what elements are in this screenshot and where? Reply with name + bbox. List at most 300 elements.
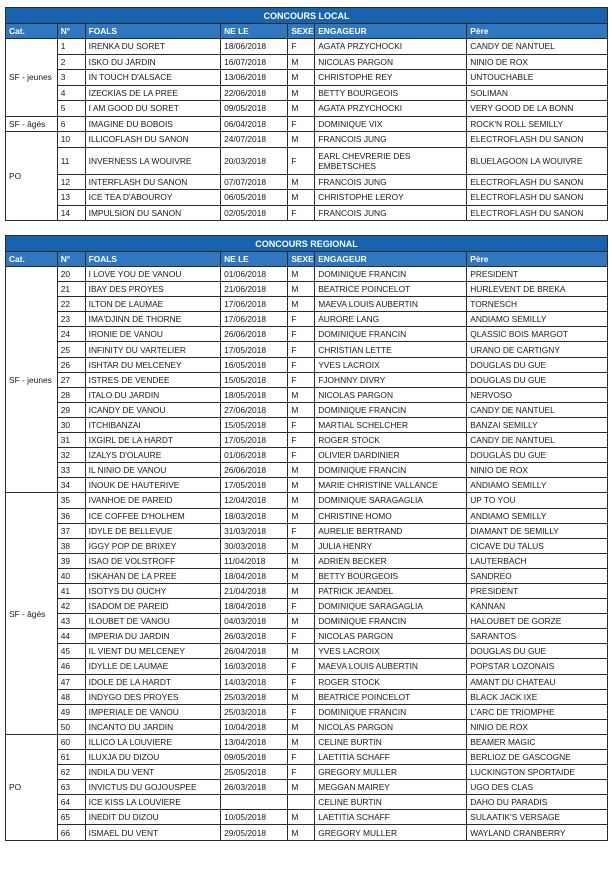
cell-foal: IVANHOE DE PAREID	[85, 493, 220, 508]
cell-num: 4	[57, 85, 85, 101]
table-row	[6, 523, 608, 538]
cell-foal: INDILA DU VENT	[85, 765, 220, 780]
cell-sexe: F	[288, 674, 315, 689]
cell-pere: NINIO DE ROX	[467, 463, 608, 478]
table-row	[6, 417, 608, 432]
cell-sexe: F	[288, 629, 315, 644]
cell-num: 34	[57, 478, 85, 493]
cell-ne-le: 09/05/2018	[221, 750, 288, 765]
table-row	[6, 825, 608, 840]
cell-foal: IL NINIO DE VANOU	[85, 463, 220, 478]
cell-ne-le: 17/05/2018	[221, 342, 288, 357]
cell-sexe: M	[288, 387, 315, 402]
cell-num: 60	[57, 734, 85, 749]
cell-sexe: F	[288, 357, 315, 372]
cell-ne-le: 18/03/2018	[221, 508, 288, 523]
cell-ne-le: 17/06/2018	[221, 312, 288, 327]
table-row	[6, 342, 608, 357]
table-row	[6, 674, 608, 689]
cell-ne-le: 24/07/2018	[221, 132, 288, 148]
cell-sexe: M	[288, 825, 315, 840]
table-row	[6, 132, 608, 148]
cell-num: 49	[57, 704, 85, 719]
table-row	[6, 508, 608, 523]
table-row	[6, 387, 608, 402]
table-row	[6, 101, 608, 117]
col-header-sexe: SEXE	[288, 252, 315, 267]
cell-pere: DIAMANT DE SEMILLY	[467, 523, 608, 538]
cell-pere: ELECTROFLASH DU SANON	[467, 132, 608, 148]
cell-num: 22	[57, 297, 85, 312]
cell-pere: BLUELAGOON LA WOUIVRE	[467, 147, 608, 174]
cell-engageur: BETTY BOURGEOIS	[315, 568, 467, 583]
cell-foal: ILOUBET DE VANOU	[85, 614, 220, 629]
table-row	[6, 312, 608, 327]
cell-sexe: M	[288, 101, 315, 117]
table-row	[6, 402, 608, 417]
cell-ne-le: 25/05/2018	[221, 765, 288, 780]
cell-pere: DAHO DU PARADIS	[467, 795, 608, 810]
cell-sexe: F	[288, 448, 315, 463]
table-row	[6, 297, 608, 312]
col-header-foals: FOALS	[85, 252, 220, 267]
cell-foal: IRENKA DU SORET	[85, 39, 220, 55]
cell-engageur: YVES LACROIX	[315, 357, 467, 372]
cell-num: 2	[57, 54, 85, 70]
cell-sexe: M	[288, 508, 315, 523]
cell-engageur: AURELIE BERTRAND	[315, 523, 467, 538]
cell-sexe: M	[288, 538, 315, 553]
cell-foal: INDYGO DES PROYES	[85, 689, 220, 704]
cell-pere: LAUTERBACH	[467, 553, 608, 568]
cell-sexe: M	[288, 85, 315, 101]
cell-sexe: F	[288, 372, 315, 387]
cell-pere: ANDIAMO SEMILLY	[467, 508, 608, 523]
cell-engageur: FRANCOIS JUNG	[315, 174, 467, 190]
cell-ne-le: 26/03/2018	[221, 780, 288, 795]
cell-engageur: DOMINIQUE FRANCIN	[315, 267, 467, 282]
cell-num: 32	[57, 448, 85, 463]
cell-ne-le: 02/05/2018	[221, 205, 288, 221]
cell-sexe: F	[288, 765, 315, 780]
table-row	[6, 205, 608, 221]
cell-pere: QLASSIC BOIS MARGOT	[467, 327, 608, 342]
cell-sexe: F	[288, 205, 315, 221]
cell-foal: ISOTYS DU OUCHY	[85, 583, 220, 598]
cell-num: 43	[57, 614, 85, 629]
cell-num: 14	[57, 205, 85, 221]
cell-engageur: PATRICK JEANDEL	[315, 583, 467, 598]
cell-sexe: M	[288, 780, 315, 795]
cell-engageur: ROGER STOCK	[315, 433, 467, 448]
cell-ne-le: 25/03/2018	[221, 704, 288, 719]
cell-pere: URANO DE CARTIGNY	[467, 342, 608, 357]
cell-engageur: BEATRICE POINCELOT	[315, 282, 467, 297]
table-row	[6, 659, 608, 674]
cell-num: 30	[57, 417, 85, 432]
table-row	[6, 689, 608, 704]
cell-engageur: EARL CHEVRERIE DES EMBETSCHES	[315, 147, 467, 174]
category-cell: SF - âgés	[6, 116, 58, 132]
cell-engageur: ADRIEN BECKER	[315, 553, 467, 568]
cell-engageur: OLIVIER DARDINIER	[315, 448, 467, 463]
cell-engageur: NICOLAS PARGON	[315, 719, 467, 734]
cell-foal: ILLICOFLASH DU SANON	[85, 132, 220, 148]
cell-pere: DOUGLAS DU GUE	[467, 357, 608, 372]
cell-ne-le: 21/06/2018	[221, 282, 288, 297]
cell-sexe: M	[288, 463, 315, 478]
cell-pere: ROCK'N ROLL SEMILLY	[467, 116, 608, 132]
category-cell: SF - jeunes	[6, 39, 58, 117]
table-row	[6, 478, 608, 493]
table-row	[6, 629, 608, 644]
table-row	[6, 765, 608, 780]
cell-foal: INCANTO DU JARDIN	[85, 719, 220, 734]
cell-engageur: CELINE BURTIN	[315, 795, 467, 810]
col-header-cat: Cat.	[6, 24, 58, 39]
table-row	[6, 644, 608, 659]
cell-pere: CANDY DE NANTUEL	[467, 39, 608, 55]
cell-num: 23	[57, 312, 85, 327]
cell-pere: BEAMER MAGIC	[467, 734, 608, 749]
concours-regional-section	[5, 235, 608, 841]
cell-sexe: F	[288, 116, 315, 132]
table-row	[6, 190, 608, 206]
cell-num: 6	[57, 116, 85, 132]
table-row	[6, 39, 608, 55]
cell-foal: IMPULSION DU SANON	[85, 205, 220, 221]
cell-engageur: NICOLAS PARGON	[315, 387, 467, 402]
cell-ne-le: 13/06/2018	[221, 70, 288, 86]
cell-num: 25	[57, 342, 85, 357]
table-row	[6, 568, 608, 583]
cell-foal: INTERFLASH DU SANON	[85, 174, 220, 190]
cell-sexe: M	[288, 493, 315, 508]
cell-num: 1	[57, 39, 85, 55]
cell-engageur: BETTY BOURGEOIS	[315, 85, 467, 101]
cell-num: 41	[57, 583, 85, 598]
cell-num: 26	[57, 357, 85, 372]
cell-sexe: M	[288, 70, 315, 86]
cell-sexe: F	[288, 147, 315, 174]
cell-num: 33	[57, 463, 85, 478]
cell-ne-le: 31/03/2018	[221, 523, 288, 538]
cell-engageur: YVES LACROIX	[315, 644, 467, 659]
cell-pere: BLACK JACK IXE	[467, 689, 608, 704]
table-row	[6, 780, 608, 795]
cell-pere: BERLIOZ DE GASCOGNE	[467, 750, 608, 765]
cell-ne-le: 17/05/2018	[221, 433, 288, 448]
cell-engageur: FRANCOIS JUNG	[315, 132, 467, 148]
cell-pere: L'ARC DE TRIOMPHE	[467, 704, 608, 719]
cell-ne-le: 18/06/2018	[221, 39, 288, 55]
cell-sexe: M	[288, 478, 315, 493]
cell-sexe: M	[288, 282, 315, 297]
cell-num: 62	[57, 765, 85, 780]
cell-foal: IDOLE DE LA HARDT	[85, 674, 220, 689]
table-row	[6, 147, 608, 174]
category-cell: SF - jeunes	[6, 267, 58, 493]
cell-ne-le: 01/06/2018	[221, 267, 288, 282]
cell-sexe: M	[288, 689, 315, 704]
cell-ne-le: 15/05/2018	[221, 417, 288, 432]
cell-sexe: M	[288, 810, 315, 825]
cell-engageur: LAETITIA SCHAFF	[315, 810, 467, 825]
cell-ne-le: 26/03/2018	[221, 629, 288, 644]
cell-sexe: F	[288, 523, 315, 538]
cell-ne-le: 01/06/2018	[221, 448, 288, 463]
cell-ne-le: 10/04/2018	[221, 719, 288, 734]
cell-sexe: F	[288, 659, 315, 674]
cell-sexe: M	[288, 267, 315, 282]
cell-sexe: M	[288, 583, 315, 598]
col-header-engageur: ENGAGEUR	[315, 252, 467, 267]
cell-num: 46	[57, 659, 85, 674]
cell-ne-le: 15/05/2018	[221, 372, 288, 387]
cell-ne-le: 18/04/2018	[221, 599, 288, 614]
cell-engageur: MEGGAN MAIREY	[315, 780, 467, 795]
cell-ne-le: 18/04/2018	[221, 568, 288, 583]
cell-foal: ISMAEL DU VENT	[85, 825, 220, 840]
cell-num: 37	[57, 523, 85, 538]
cell-ne-le: 17/05/2018	[221, 478, 288, 493]
category-cell: PO	[6, 132, 58, 221]
category-cell: SF - âgés	[6, 493, 58, 735]
table-row	[6, 174, 608, 190]
col-header-num: N°	[57, 252, 85, 267]
cell-pere: SULAATIK'S VERSAGE	[467, 810, 608, 825]
cell-foal: IN TOUCH D'ALSACE	[85, 70, 220, 86]
cell-engageur: DOMINIQUE FRANCIN	[315, 402, 467, 417]
cell-pere: PRESIDENT	[467, 267, 608, 282]
cell-engageur: AURORE LANG	[315, 312, 467, 327]
cell-num: 11	[57, 147, 85, 174]
cell-ne-le: 12/04/2018	[221, 493, 288, 508]
cell-ne-le: 06/05/2018	[221, 190, 288, 206]
col-header-pere: Père	[467, 252, 608, 267]
cell-foal: IRONIE DE VANOU	[85, 327, 220, 342]
cell-engageur: DOMINIQUE FRANCIN	[315, 614, 467, 629]
cell-pere: DOUGLAS DU GUE	[467, 448, 608, 463]
cell-num: 40	[57, 568, 85, 583]
cell-ne-le: 25/03/2018	[221, 689, 288, 704]
cell-sexe: M	[288, 719, 315, 734]
cell-pere: LUCKINGTON SPORTAIDE	[467, 765, 608, 780]
cell-pere: BANZAI SEMILLY	[467, 417, 608, 432]
cell-foal: ICANDY DE VANOU	[85, 402, 220, 417]
cell-foal: INOUK DE HAUTERIVE	[85, 478, 220, 493]
cell-foal: ILTON DE LAUMAE	[85, 297, 220, 312]
cell-engageur: DOMINIQUE VIX	[315, 116, 467, 132]
cell-pere: CANDY DE NANTUEL	[467, 433, 608, 448]
col-header-pere: Père	[467, 24, 608, 39]
cell-pere: TORNESCH	[467, 297, 608, 312]
cell-num: 13	[57, 190, 85, 206]
cell-foal: IZALYS D'OLAURE	[85, 448, 220, 463]
col-header-ne-le: NE LE	[221, 252, 288, 267]
cell-sexe: M	[288, 132, 315, 148]
cell-engageur: DOMINIQUE SARAGAGLIA	[315, 493, 467, 508]
cell-num: 42	[57, 599, 85, 614]
cell-foal: I AM GOOD DU SORET	[85, 101, 220, 117]
cell-sexe: M	[288, 644, 315, 659]
cell-foal: IDYLLE DE LAUMAE	[85, 659, 220, 674]
concours-local-section	[5, 7, 608, 221]
cell-engageur: MARIE CHRISTINE VALLANCE	[315, 478, 467, 493]
cell-num: 36	[57, 508, 85, 523]
cell-foal: ITALO DU JARDIN	[85, 387, 220, 402]
cell-sexe: M	[288, 553, 315, 568]
section-title: CONCOURS REGIONAL	[6, 236, 608, 252]
table-row	[6, 734, 608, 749]
cell-ne-le: 16/05/2018	[221, 357, 288, 372]
cell-ne-le: 10/05/2018	[221, 810, 288, 825]
cell-pere: SOLIMAN	[467, 85, 608, 101]
cell-num: 38	[57, 538, 85, 553]
table-row	[6, 553, 608, 568]
cell-ne-le: 13/04/2018	[221, 734, 288, 749]
cell-engageur: GREGORY MULLER	[315, 825, 467, 840]
cell-engageur: MAEVA LOUIS AUBERTIN	[315, 659, 467, 674]
cell-pere: ANDIAMO SEMILLY	[467, 478, 608, 493]
cell-engageur: CELINE BURTIN	[315, 734, 467, 749]
cell-ne-le: 29/05/2018	[221, 825, 288, 840]
cell-engageur: MARTIAL SCHELCHER	[315, 417, 467, 432]
cell-foal: INEDIT DU DIZOU	[85, 810, 220, 825]
cell-sexe: M	[288, 190, 315, 206]
table-row	[6, 357, 608, 372]
col-header-cat: Cat.	[6, 252, 58, 267]
cell-foal: IMA'DJINN DE THORNE	[85, 312, 220, 327]
cell-pere: ELECTROFLASH DU SANON	[467, 190, 608, 206]
cell-foal: IXGIRL DE LA HARDT	[85, 433, 220, 448]
cell-foal: INFINITY DU VARTELIER	[85, 342, 220, 357]
cell-pere: ELECTROFLASH DU SANON	[467, 205, 608, 221]
cell-pere: NINIO DE ROX	[467, 54, 608, 70]
cell-sexe: M	[288, 297, 315, 312]
cell-engageur: CHRISTOPHE LEROY	[315, 190, 467, 206]
cell-sexe: F	[288, 599, 315, 614]
cell-foal: ICE KISS LA LOUVIERE	[85, 795, 220, 810]
cell-num: 64	[57, 795, 85, 810]
cell-engageur: FRANCOIS JUNG	[315, 205, 467, 221]
cell-foal: IMAGINE DU BOBOIS	[85, 116, 220, 132]
table-row	[6, 795, 608, 810]
cell-ne-le: 20/03/2018	[221, 147, 288, 174]
cell-ne-le: 07/07/2018	[221, 174, 288, 190]
cell-ne-le: 09/05/2018	[221, 101, 288, 117]
cell-ne-le: 06/04/2018	[221, 116, 288, 132]
cell-engageur: DOMINIQUE FRANCIN	[315, 463, 467, 478]
cell-ne-le: 17/06/2018	[221, 297, 288, 312]
cell-sexe: F	[288, 433, 315, 448]
cell-ne-le: 11/04/2018	[221, 553, 288, 568]
table-row	[6, 54, 608, 70]
table-row	[6, 433, 608, 448]
table-row	[6, 599, 608, 614]
cell-pere: KANNAN	[467, 599, 608, 614]
table-row	[6, 493, 608, 508]
cell-num: 65	[57, 810, 85, 825]
cell-sexe: F	[288, 750, 315, 765]
cell-pere: DOUGLAS DU GUE	[467, 372, 608, 387]
cell-pere: AMANT DU CHATEAU	[467, 674, 608, 689]
table-row	[6, 282, 608, 297]
cell-engageur: CHRISTOPHE REY	[315, 70, 467, 86]
cell-num: 44	[57, 629, 85, 644]
cell-num: 61	[57, 750, 85, 765]
cell-foal: ILUXJA DU DIZOU	[85, 750, 220, 765]
cell-num: 29	[57, 402, 85, 417]
cell-num: 24	[57, 327, 85, 342]
cell-ne-le: 27/06/2018	[221, 402, 288, 417]
cell-num: 28	[57, 387, 85, 402]
table-row	[6, 704, 608, 719]
cell-engageur: MAEVA LOUIS AUBERTIN	[315, 297, 467, 312]
cell-num: 21	[57, 282, 85, 297]
concours-local-table	[5, 7, 608, 221]
cell-foal: ISTRES DE VENDEE	[85, 372, 220, 387]
cell-num: 66	[57, 825, 85, 840]
cell-engageur: BEATRICE POINCELOT	[315, 689, 467, 704]
cell-num: 50	[57, 719, 85, 734]
table-row	[6, 614, 608, 629]
cell-sexe: M	[288, 614, 315, 629]
cell-foal: IZECKIAS DE LA PREE	[85, 85, 220, 101]
cell-engageur: DOMINIQUE SARAGAGLIA	[315, 599, 467, 614]
cell-num: 20	[57, 267, 85, 282]
cell-num: 12	[57, 174, 85, 190]
cell-pere: WAYLAND CRANBERRY	[467, 825, 608, 840]
cell-num: 31	[57, 433, 85, 448]
cell-sexe: M	[288, 568, 315, 583]
cell-engageur: AGATA PRZYCHOCKI	[315, 101, 467, 117]
col-header-ne-le: NE LE	[221, 24, 288, 39]
cell-foal: ICE COFFEE D'HOLHEM	[85, 508, 220, 523]
cell-pere: SARANTOS	[467, 629, 608, 644]
cell-sexe: F	[288, 704, 315, 719]
cell-ne-le: 26/04/2018	[221, 644, 288, 659]
col-header-num: N°	[57, 24, 85, 39]
cell-ne-le: 18/05/2018	[221, 387, 288, 402]
cell-sexe: F	[288, 417, 315, 432]
cell-foal: IMPERIALE DE VANOU	[85, 704, 220, 719]
cell-ne-le: 30/03/2018	[221, 538, 288, 553]
col-header-engageur: ENGAGEUR	[315, 24, 467, 39]
cell-sexe	[288, 795, 315, 810]
cell-num: 48	[57, 689, 85, 704]
table-row	[6, 810, 608, 825]
cell-ne-le: 26/06/2018	[221, 463, 288, 478]
cell-num: 27	[57, 372, 85, 387]
cell-num: 63	[57, 780, 85, 795]
cell-pere: ANDIAMO SEMILLY	[467, 312, 608, 327]
cell-ne-le: 14/03/2018	[221, 674, 288, 689]
cell-pere: DOUGLAS DU GUE	[467, 644, 608, 659]
cell-engageur: CHRISTIAN LETTE	[315, 342, 467, 357]
table-body	[6, 267, 608, 841]
table-row	[6, 750, 608, 765]
cell-sexe: M	[288, 734, 315, 749]
cell-sexe: M	[288, 54, 315, 70]
concours-regional-table	[5, 235, 608, 841]
table-row	[6, 116, 608, 132]
cell-engageur: ROGER STOCK	[315, 674, 467, 689]
cell-engageur: JULIA HENRY	[315, 538, 467, 553]
cell-pere: CANDY DE NANTUEL	[467, 402, 608, 417]
cell-foal: INVICTUS DU GOJOUSPEE	[85, 780, 220, 795]
table-row	[6, 448, 608, 463]
